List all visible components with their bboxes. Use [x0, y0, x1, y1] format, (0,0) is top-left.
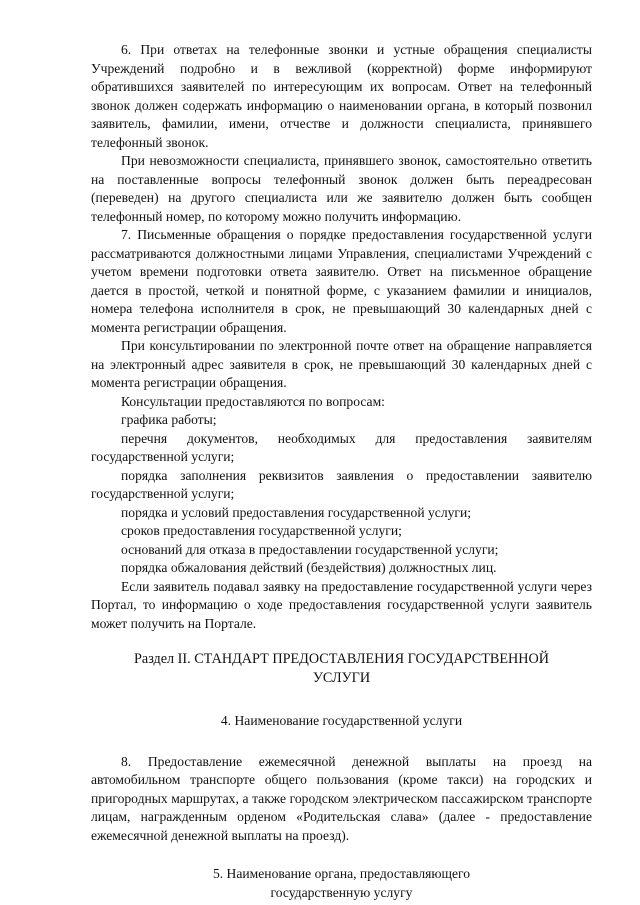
paragraph-portal: Если заявитель подавал заявку на предоставление государственной услуги через Портал, то информацию о ходе предоставления государственной услуги заявитель может получить на Портале.	[91, 578, 592, 631]
section-title	[91, 650, 592, 688]
subsection-5-title	[91, 865, 592, 902]
list-item: графика работы;	[121, 412, 217, 427]
list-item: оснований для отказа в предоставлении государственной услуги;	[121, 541, 499, 557]
subsection-4-title: 4. Наименование государственной услуги	[220, 713, 463, 728]
section-title-line2: УСЛУГИ	[312, 670, 371, 686]
paragraph-consult-intro: Консультации предоставляются по вопросам:	[121, 393, 385, 409]
list-item: порядка заполнения реквизитов заявления о предоставлении заявителю государственной услуги;	[91, 467, 592, 501]
list-item: сроков предоставления государственной услуги;	[121, 523, 402, 538]
list-item: порядка и условий предоставления государственной услуги;	[121, 504, 472, 520]
consult-list	[91, 411, 592, 578]
paragraph-email: При консультировании по электронной почте ответ на обращение направляется на электронный адрес заявителя в срок, не превышающий 30 календарных дней с момента регистрации обращения.	[91, 338, 592, 390]
paragraph-8: 8. Предоставление ежемесячной денежной выплаты на проезд на автомобильном транспорте общего пользования (кроме такси) на городских и пригородных маршрутах, а также городском электрическом пассажирском транспорте лицам, награжденным орденом «Родительская слава» (далее - предоставление ежемесячной денежной выплаты на проезд).	[91, 753, 592, 843]
list-item: порядка обжалования действий (бездействия) должностных лиц.	[121, 560, 497, 575]
paragraph-7: 7. Письменные обращения о порядке предоставления государственной услуги рассматриваются должностными лицами Управления, специалистами Учреждений с учетом времени подготовки ответа заявителю. Ответ на письменное обращение дается в простой, четкой и понятной форме, с указанием фамилии и инициалов, номера телефона исполнителя в срок, не превышающий 30 календарных дней с момента регистрации обращения.	[91, 227, 592, 335]
paragraph-redirect: При невозможности специалиста, принявшего звонок, самостоятельно ответить на поставленные вопросы телефонный звонок должен быть переадресован (переведен) на другого специалиста или же заявителю должен быть сообщен телефонный номер, по которому можно получить информацию.	[91, 153, 592, 224]
spacer	[91, 731, 592, 753]
section-title-line1: Раздел II. СТАНДАРТ ПРЕДОСТАВЛЕНИЯ ГОСУДАРСТВЕННОЙ	[134, 651, 549, 667]
subsection-5-line2: государственную услугу	[270, 884, 413, 900]
subsection-5-line1: 5. Наименование органа, предоставляющего	[212, 866, 471, 881]
paragraph-6: 6. При ответах на телефонные звонки и устные обращения специалисты Учреждений подробно и в вежливой (корректной) форме информируют обратившихся заявителей по интересующим их вопросам. Ответ на телефонный звонок должен содержать информацию о наименовании органа, в который позвонил заявитель, фамилии, имени, отчестве и должности специалиста, принявшего телефонный звонок.	[91, 42, 592, 150]
list-item: перечня документов, необходимых для предоставления заявителям государственной услуги;	[91, 430, 592, 464]
